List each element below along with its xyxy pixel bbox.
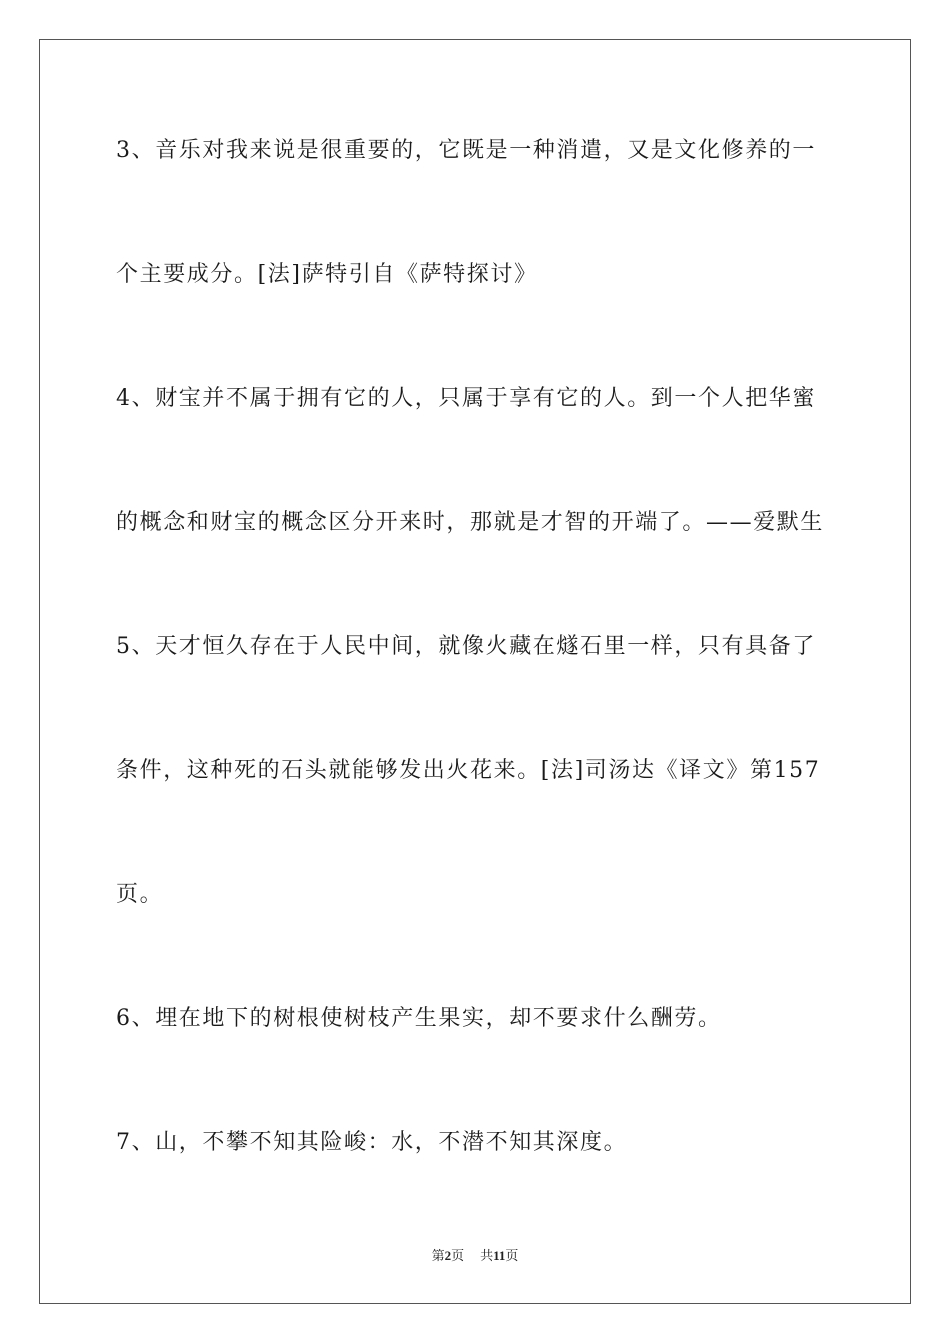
text-line: 页。 [116,882,164,907]
total-suffix: 页 [505,1248,519,1263]
text-line: 4、财宝并不属于拥有它的人，只属于享有它的人。到一个人把华蜜 [116,386,816,411]
total-prefix: 共 [480,1248,494,1263]
text-line: 3、音乐对我来说是很重要的，它既是一种消遣，又是文化修养的一 [116,138,816,163]
text-line: 5、天才恒久存在于人民中间，就像火藏在燧石里一样，只有具备了 [116,634,816,659]
page-number: 2 [444,1248,452,1263]
page-prefix: 第 [431,1248,445,1263]
text-line: 6、埋在地下的树根使树枝产生果实，却不要求什么酬劳。 [116,1006,722,1031]
page-suffix: 页 [451,1248,465,1263]
page-border [39,39,911,1304]
text-line: 7、山，不攀不知其险峻：水，不潜不知其深度。 [116,1130,628,1155]
page-footer [0,1247,950,1265]
text-line: 的概念和财宝的概念区分开来时，那就是才智的开端了。——爱默生 [116,510,825,535]
text-line: 条件，这种死的石头就能够发出火花来。[法]司汤达《译文》第157 [116,758,821,783]
total-pages: 11 [493,1248,506,1263]
text-line: 个主要成分。[法]萨特引自《萨特探讨》 [116,262,538,287]
